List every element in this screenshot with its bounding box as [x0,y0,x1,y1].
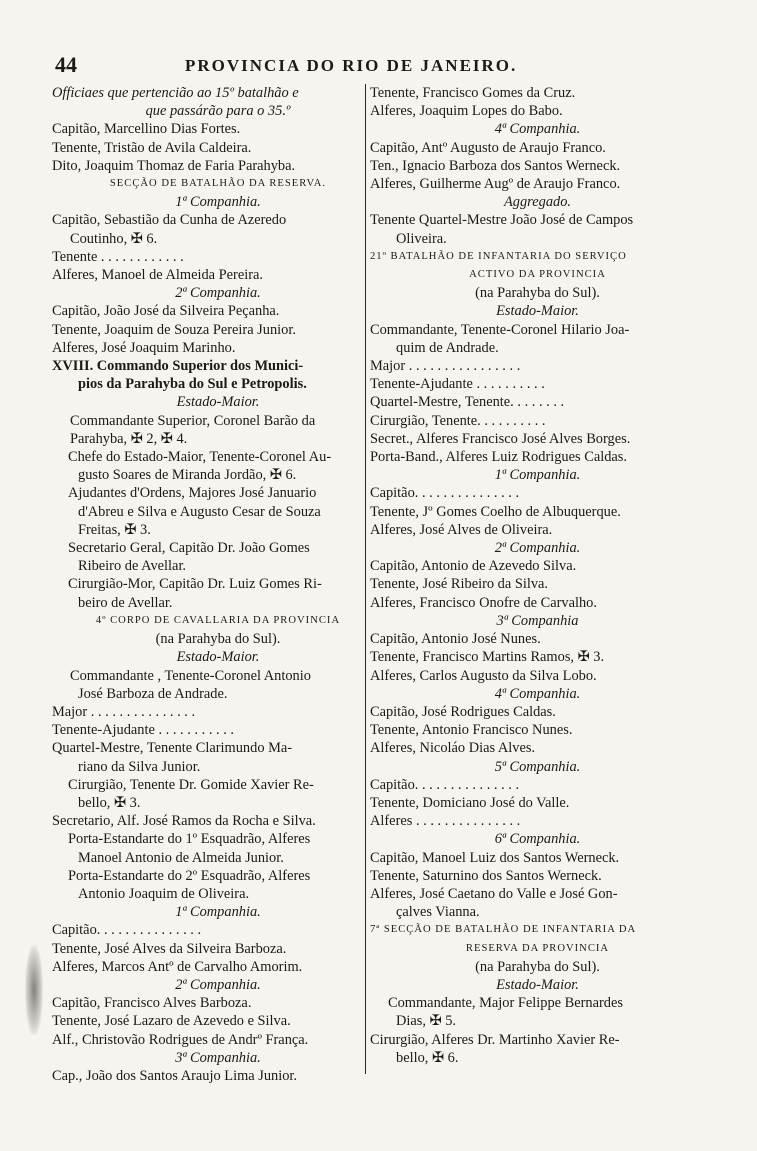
text-line: Capitão, Francisco Alves Barboza. [52,995,252,1012]
text-line: Chefe do Estado-Maior, Tenente-Coronel Au- [68,449,332,466]
text-line: Porta-Estandarte do 2º Esquadrão, Alferes [68,867,311,884]
text-line: Tenente, Francisco Martins Ramos, ✠ 3. [370,649,605,666]
text-line: Alferes, Francisco Onofre de Carvalho. [370,594,597,611]
right-column [370,84,705,1067]
text-line: ACTIVO DA PROVINCIA [469,269,606,281]
text-line: Alferes, José Joaquim Marinho. [52,339,236,356]
text-line: Tenente, José Lazaro de Azevedo e Silva. [52,1013,291,1030]
text-line: que passárão para o 35.º [145,103,291,120]
text-line: 3ª Companhia. [175,1049,261,1066]
text-line: 3ª Companhia [496,612,579,629]
text-line: Alf., Christovão Rodrigues de Andrº França. [52,1031,309,1048]
text-line: Capitão, Sebastião da Cunha de Azeredo [52,212,287,229]
text-line: José Barboza de Andrade. [78,685,228,702]
text-line: Tenente, Tristão de Avila Caldeira. [52,139,252,156]
page-number: 44 [55,52,77,77]
text-line: XVIII. Commando Superior dos Munici- [52,358,304,375]
text-line: Commandante, Tenente-Coronel Hilario Joa- [370,321,630,338]
text-line: Ribeiro de Avellar. [78,558,187,575]
text-line: Secretario, Alf. José Ramos da Rocha e Silva. [52,813,316,830]
text-line: Tenente-Ajudante . . . . . . . . . . [370,376,545,393]
text-line: Capitão, Manoel Luiz dos Santos Werneck. [370,849,620,866]
text-line: Estado-Maior. [496,303,579,320]
text-line: Cirurgião, Tenente. . . . . . . . . . [370,412,546,429]
text-line: Alferes, José Alves de Oliveira. [370,521,553,538]
text-line: Commandante, Major Felippe Bernardes [388,995,623,1012]
text-line: Capitão, João José da Silveira Peçanha. [52,303,280,320]
text-line: Commandante , Tenente-Coronel Antonio [70,667,311,684]
text-line: pios da Parahyba do Sul e Petropolis. [78,376,307,393]
text-line: Oliveira. [396,230,447,247]
text-line: Ajudantes d'Ordens, Majores José Januario [68,485,317,502]
text-line: Tenente, José Alves da Silveira Barboza. [52,940,287,957]
left-column [52,84,384,1085]
text-line: Capitão, Antº Augusto de Araujo Franco. [370,139,606,156]
text-line: gusto Soares de Miranda Jordão, ✠ 6. [78,467,297,484]
text-line: 4ª Companhia. [494,685,581,702]
text-line: Tenente, José Ribeiro da Silva. [370,576,549,593]
text-line: Commandante Superior, Coronel Barão da [70,412,316,429]
text-line: quim de Andrade. [396,339,499,356]
text-line: (na Parahyba do Sul). [475,285,600,302]
text-line: Aggregado. [503,194,571,211]
text-line: Alferes, Carlos Augusto da Silva Lobo. [370,667,597,684]
text-line: Cirurgião, Alferes Dr. Martinho Xavier Re- [370,1031,620,1048]
text-line: Capitão. . . . . . . . . . . . . . . [370,485,520,502]
text-line: Estado-Maior. [176,649,260,666]
text-line: Cirurgião, Tenente Dr. Gomide Xavier Re- [68,776,314,793]
text-line: Tenente . . . . . . . . . . . . [52,248,184,265]
text-line: Alferes, Nicoláo Dias Alves. [370,740,536,757]
text-line: Alferes, Joaquim Lopes do Babo. [370,103,563,120]
text-line: Capitão. . . . . . . . . . . . . . . [370,776,520,793]
text-line: bello, ✠ 3. [78,794,141,811]
text-line: 1ª Companhia. [175,904,261,921]
text-line: Parahyba, ✠ 2, ✠ 4. [70,430,188,447]
text-line: Ten., Ignacio Barboza dos Santos Werneck. [370,157,621,174]
text-line: Estado-Maior. [176,394,260,411]
text-line: çalves Vianna. [396,904,480,921]
text-line: Cirurgião-Mor, Capitão Dr. Luiz Gomes Ri- [68,576,322,593]
text-line: Alferes, Guilherme Augº de Araujo Franco. [370,176,621,193]
text-line: Cap., João dos Santos Araujo Lima Junior. [52,1067,298,1084]
text-line: Major . . . . . . . . . . . . . . . . [370,358,521,375]
text-line: Alferes, Marcos Antº de Carvalho Amorim. [52,958,303,975]
text-line: Manoel Antonio de Almeida Junior. [78,849,284,866]
text-line: Tenente Quartel-Mestre João José de Campos [370,212,634,229]
text-line: Tenente, Antonio Francisco Nunes. [370,722,573,739]
text-line: Alferes, José Caetano do Valle e José Gon- [370,885,618,902]
text-line: 2ª Companhia. [175,285,261,302]
text-line: 4ª Companhia. [494,121,581,138]
text-line: Estado-Maior. [496,976,579,993]
text-line: Tenente, Francisco Gomes da Cruz. [370,85,576,101]
text-line: Antonio Joaquim de Oliveira. [78,885,250,902]
text-line: 21º BATALHÃO DE INFANTARIA DO SERVIÇO [370,250,627,262]
text-line: Dias, ✠ 5. [396,1013,457,1030]
text-line: Capitão, Antonio José Nunes. [370,631,541,648]
text-line: Quartel-Mestre, Tenente Clarimundo Ma- [52,740,293,757]
ink-smudge [25,945,43,1035]
text-line: 6ª Companhia. [494,831,581,848]
text-line: Officiaes que pertencião ao 15º batalhão e [52,85,299,101]
text-line: Quartel-Mestre, Tenente. . . . . . . . [370,394,565,411]
text-line: Capitão. . . . . . . . . . . . . . . [52,922,202,939]
page-title: PROVINCIA DO RIO DE JANEIRO. [185,56,518,75]
text-line: 2ª Companhia. [494,540,581,557]
text-line: SECÇÃO DE BATALHÃO DA RESERVA. [109,178,327,190]
text-line: Secretario Geral, Capitão Dr. João Gomes [68,540,310,557]
text-line: Capitão, Marcellino Dias Fortes. [52,121,241,138]
text-line: d'Abreu e Silva e Augusto Cesar de Souza [78,503,321,520]
text-line: Alferes . . . . . . . . . . . . . . . [370,813,521,830]
text-line: Porta-Band., Alferes Luiz Rodrigues Caldas. [370,449,627,466]
text-line: riano da Silva Junior. [78,758,201,775]
text-line: (na Parahyba do Sul). [155,631,281,648]
text-line: Dito, Joaquim Thomaz de Faria Parahyba. [52,157,296,174]
text-line: Secret., Alferes Francisco José Alves Borges. [370,430,631,447]
text-line: Tenente-Ajudante . . . . . . . . . . . [52,722,235,739]
text-line: Capitão, José Rodrigues Caldas. [370,703,556,720]
text-line: RESERVA DA PROVINCIA [465,942,610,954]
text-line: Tenente, Jº Gomes Coelho de Albuquerque. [370,503,621,520]
text-line: Freitas, ✠ 3. [78,521,151,538]
text-line: Tenente, Joaquim de Souza Pereira Junior. [52,321,296,338]
text-line: beiro de Avellar. [78,594,173,611]
text-line: 5ª Companhia. [494,758,581,775]
page-header [55,52,745,82]
text-line: 4º CORPO DE CAVALLARIA DA PROVINCIA [95,614,341,626]
text-line: Porta-Estandarte do 1º Esquadrão, Alferes [68,831,311,848]
text-line: 1ª Companhia. [175,194,261,211]
text-line: Coutinho, ✠ 6. [70,230,158,247]
text-line: 2ª Companhia. [175,976,261,993]
text-line: Capitão, Antonio de Azevedo Silva. [370,558,577,575]
text-line: bello, ✠ 6. [396,1049,459,1066]
text-line: Tenente, Domiciano José do Valle. [370,794,570,811]
text-line: Tenente, Saturnino dos Santos Werneck. [370,867,602,884]
text-line: Major . . . . . . . . . . . . . . . [52,703,196,720]
text-line: 7ª SECÇÃO DE BATALHÃO DE INFANTARIA DA [370,924,637,936]
text-line: 1ª Companhia. [494,467,581,484]
text-line: (na Parahyba do Sul). [475,958,600,975]
text-line: Alferes, Manoel de Almeida Pereira. [52,267,263,284]
